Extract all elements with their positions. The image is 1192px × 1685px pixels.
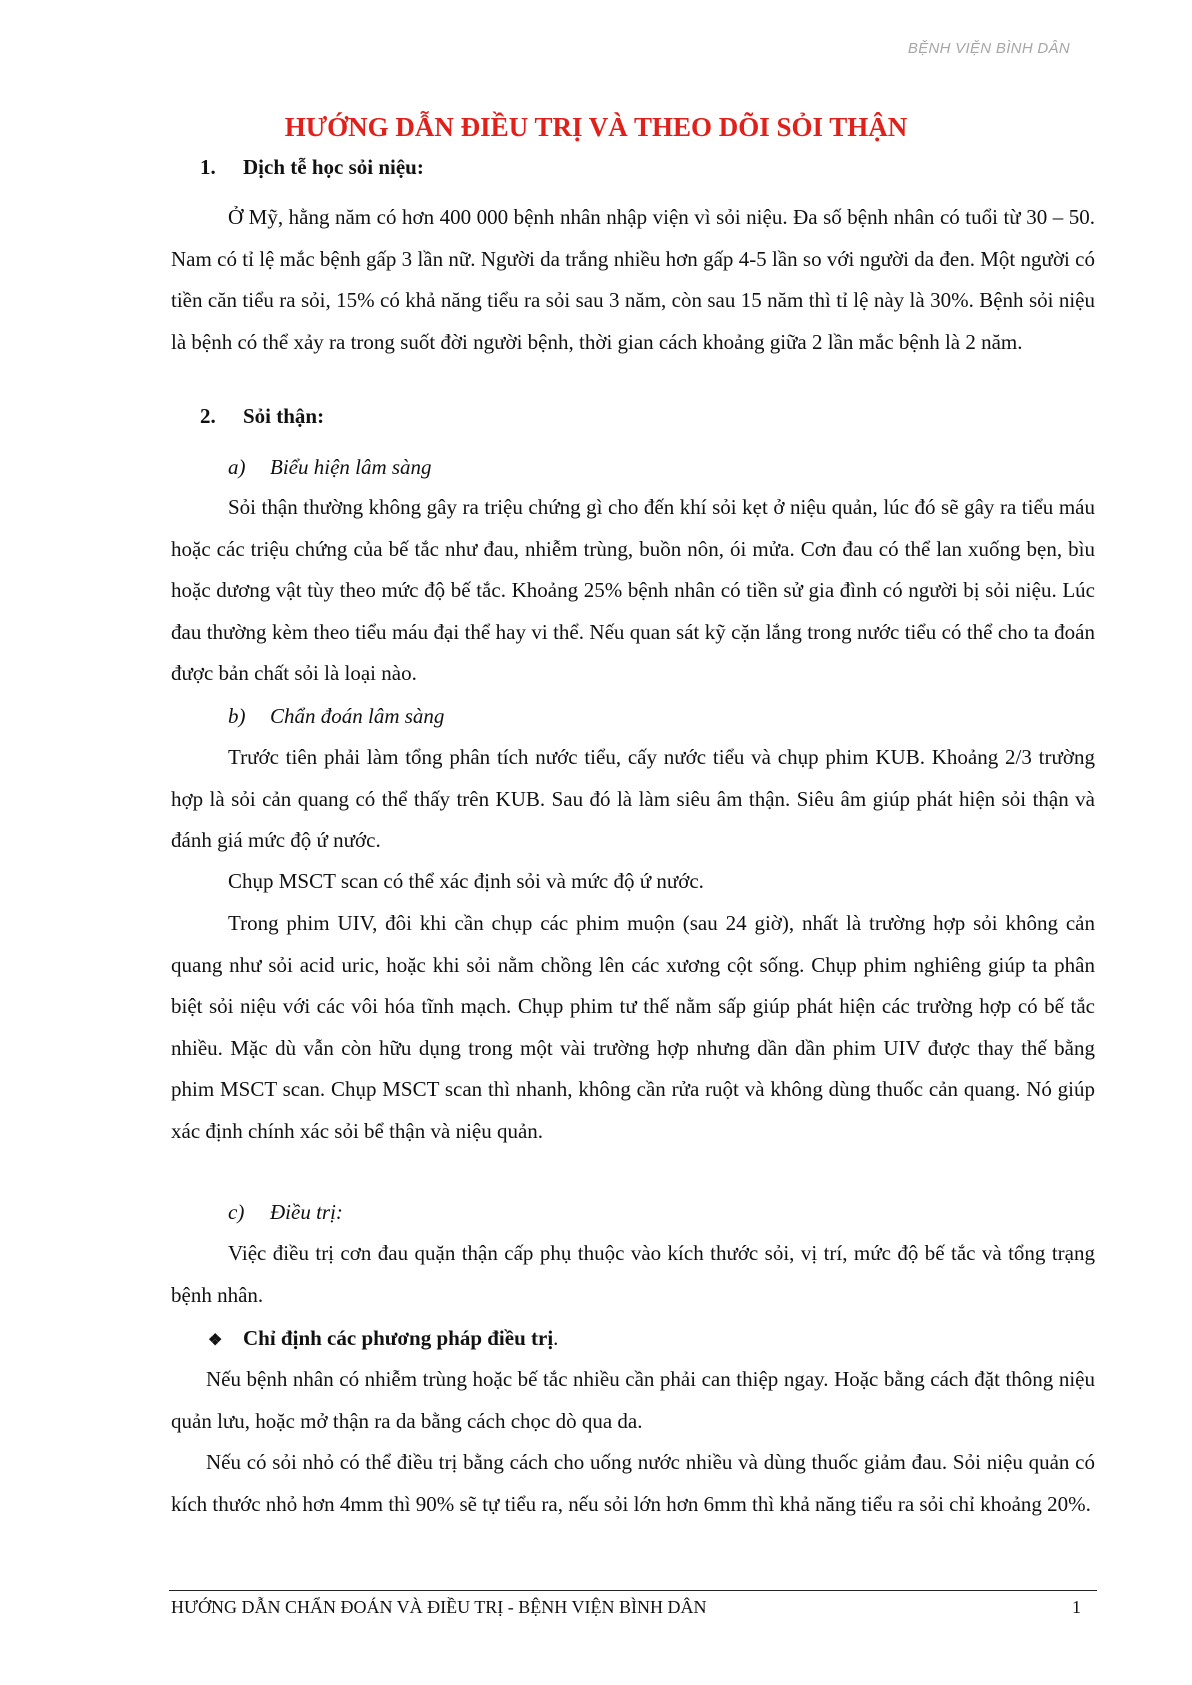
section-number: 1. [200,155,216,179]
subsection-label: b) [228,704,246,728]
subsection-title: Biểu hiện lâm sàng [270,455,432,479]
subsection-label: a) [228,455,246,479]
page-number: 1 [1072,1597,1081,1617]
subsection-b-heading [228,704,444,729]
subsection-b-paragraph-2: Chụp MSCT scan có thể xác định sỏi và mức độ ứ nước. [228,869,704,893]
indications-paragraph-1: Nếu bệnh nhân có nhiễm trùng hoặc bế tắc nhiều cần phải can thiệp ngay. Hoặc bằng cách đặt thông niệu quản lưu, hoặc mở thận ra da bằng cách chọc dò qua da. [171,1367,1095,1433]
footer-title: HƯỚNG DẪN CHẨN ĐOÁN VÀ ĐIỀU TRỊ - BỆNH VIỆN BÌNH DÂN [171,1597,707,1617]
diamond-bullet-icon: ❖ [208,1332,223,1349]
indications-title: Chỉ định các phương pháp điều trị [243,1326,554,1350]
subsection-b-paragraph-1: Trước tiên phải làm tổng phân tích nước tiểu, cấy nước tiểu và chụp phim KUB. Khoảng 2/3 trường hợp là sỏi cản quang có thể thấy trên KUB. Sau đó là làm siêu âm thận. Siêu âm giúp phát hiện sỏi thận và đánh giá mức độ ứ nước. [171,745,1095,852]
section-1-heading [200,155,424,180]
subsection-c-heading [228,1200,343,1225]
footer-divider [169,1590,1097,1591]
subsection-b-paragraph-3: Trong phim UIV, đôi khi cần chụp các phim muộn (sau 24 giờ), nhất là trường hợp sỏi không cản quang như sỏi acid uric, hoặc khi sỏi nằm chồng lên các xương cột sống. Chụp phim nghiêng giúp ta phân biệt sỏi niệu với các vôi hóa tĩnh mạch. Chụp phim tư thế nằm sấp giúp phát hiện các trường hợp có bế tắc nhiều. Mặc dù vẫn còn hữu dụng trong một vài trường hợp nhưng dần dần phim UIV được thay thế bằng phim MSCT scan. Chụp MSCT scan thì nhanh, không cần rửa ruột và không dùng thuốc cản quang. Nó giúp xác định chính xác sỏi bể thận và niệu quản. [171,911,1095,1143]
running-header: BỆNH VIỆN BÌNH DÂN [907,40,1070,57]
indications-heading [208,1326,558,1351]
indications-paragraph-2: Nếu có sỏi nhỏ có thể điều trị bằng cách cho uống nước nhiều và dùng thuốc giảm đau. Sỏi niệu quản có kích thước nhỏ hơn 4mm thì 90% sẽ tự tiểu ra, nếu sỏi lớn hơn 6mm thì khả năng tiểu ra sỏi chỉ khoảng 20%. [171,1450,1095,1516]
section-title: Sỏi thận: [243,404,325,428]
section-1-paragraph: Ở Mỹ, hằng năm có hơn 400 000 bệnh nhân nhập viện vì sỏi niệu. Đa số bệnh nhân có tuổi từ 30 – 50. Nam có tỉ lệ mắc bệnh gấp 3 lần nữ. Người da trắng nhiều hơn gấp 4-5 lần so với người da đen. Một người có tiền căn tiểu ra sỏi, 15% có khả năng tiểu ra sỏi sau 3 năm, còn sau 15 năm thì tỉ lệ này là 30%. Bệnh sỏi niệu là bệnh có thể xảy ra trong suốt đời người bệnh, thời gian cách khoảng giữa 2 lần mắc bệnh là 2 năm. [171,205,1095,354]
subsection-c-paragraph: Việc điều trị cơn đau quặn thận cấp phụ thuộc vào kích thước sỏi, vị trí, mức độ bế tắc và tổng trạng bệnh nhân. [171,1241,1095,1307]
subsection-title: Điều trị: [270,1200,343,1224]
section-number: 2. [200,404,216,428]
document-title: HƯỚNG DẪN ĐIỀU TRỊ VÀ THEO DÕI SỎI THẬN [284,112,908,142]
indications-title-period: . [553,1326,559,1350]
subsection-a-heading [228,455,432,480]
section-title: Dịch tễ học sỏi niệu: [243,155,424,179]
subsection-label: c) [228,1200,245,1224]
subsection-title: Chẩn đoán lâm sàng [270,704,445,728]
section-2-heading [200,404,324,429]
subsection-a-paragraph: Sỏi thận thường không gây ra triệu chứng gì cho đến khí sỏi kẹt ở niệu quản, lúc đó sẽ gây ra tiểu máu hoặc các triệu chứng của bế tắc như đau, nhiễm trùng, buồn nôn, ói mửa. Cơn đau có thể lan xuống bẹn, bìu hoặc dương vật tùy theo mức độ bế tắc. Khoảng 25% bệnh nhân có tiền sử gia đình có người bị sỏi niệu. Lúc đau thường kèm theo tiểu máu đại thể hay vi thể. Nếu quan sát kỹ cặn lắng trong nước tiểu có thể cho ta đoán được bản chất sỏi là loại nào. [171,495,1095,685]
